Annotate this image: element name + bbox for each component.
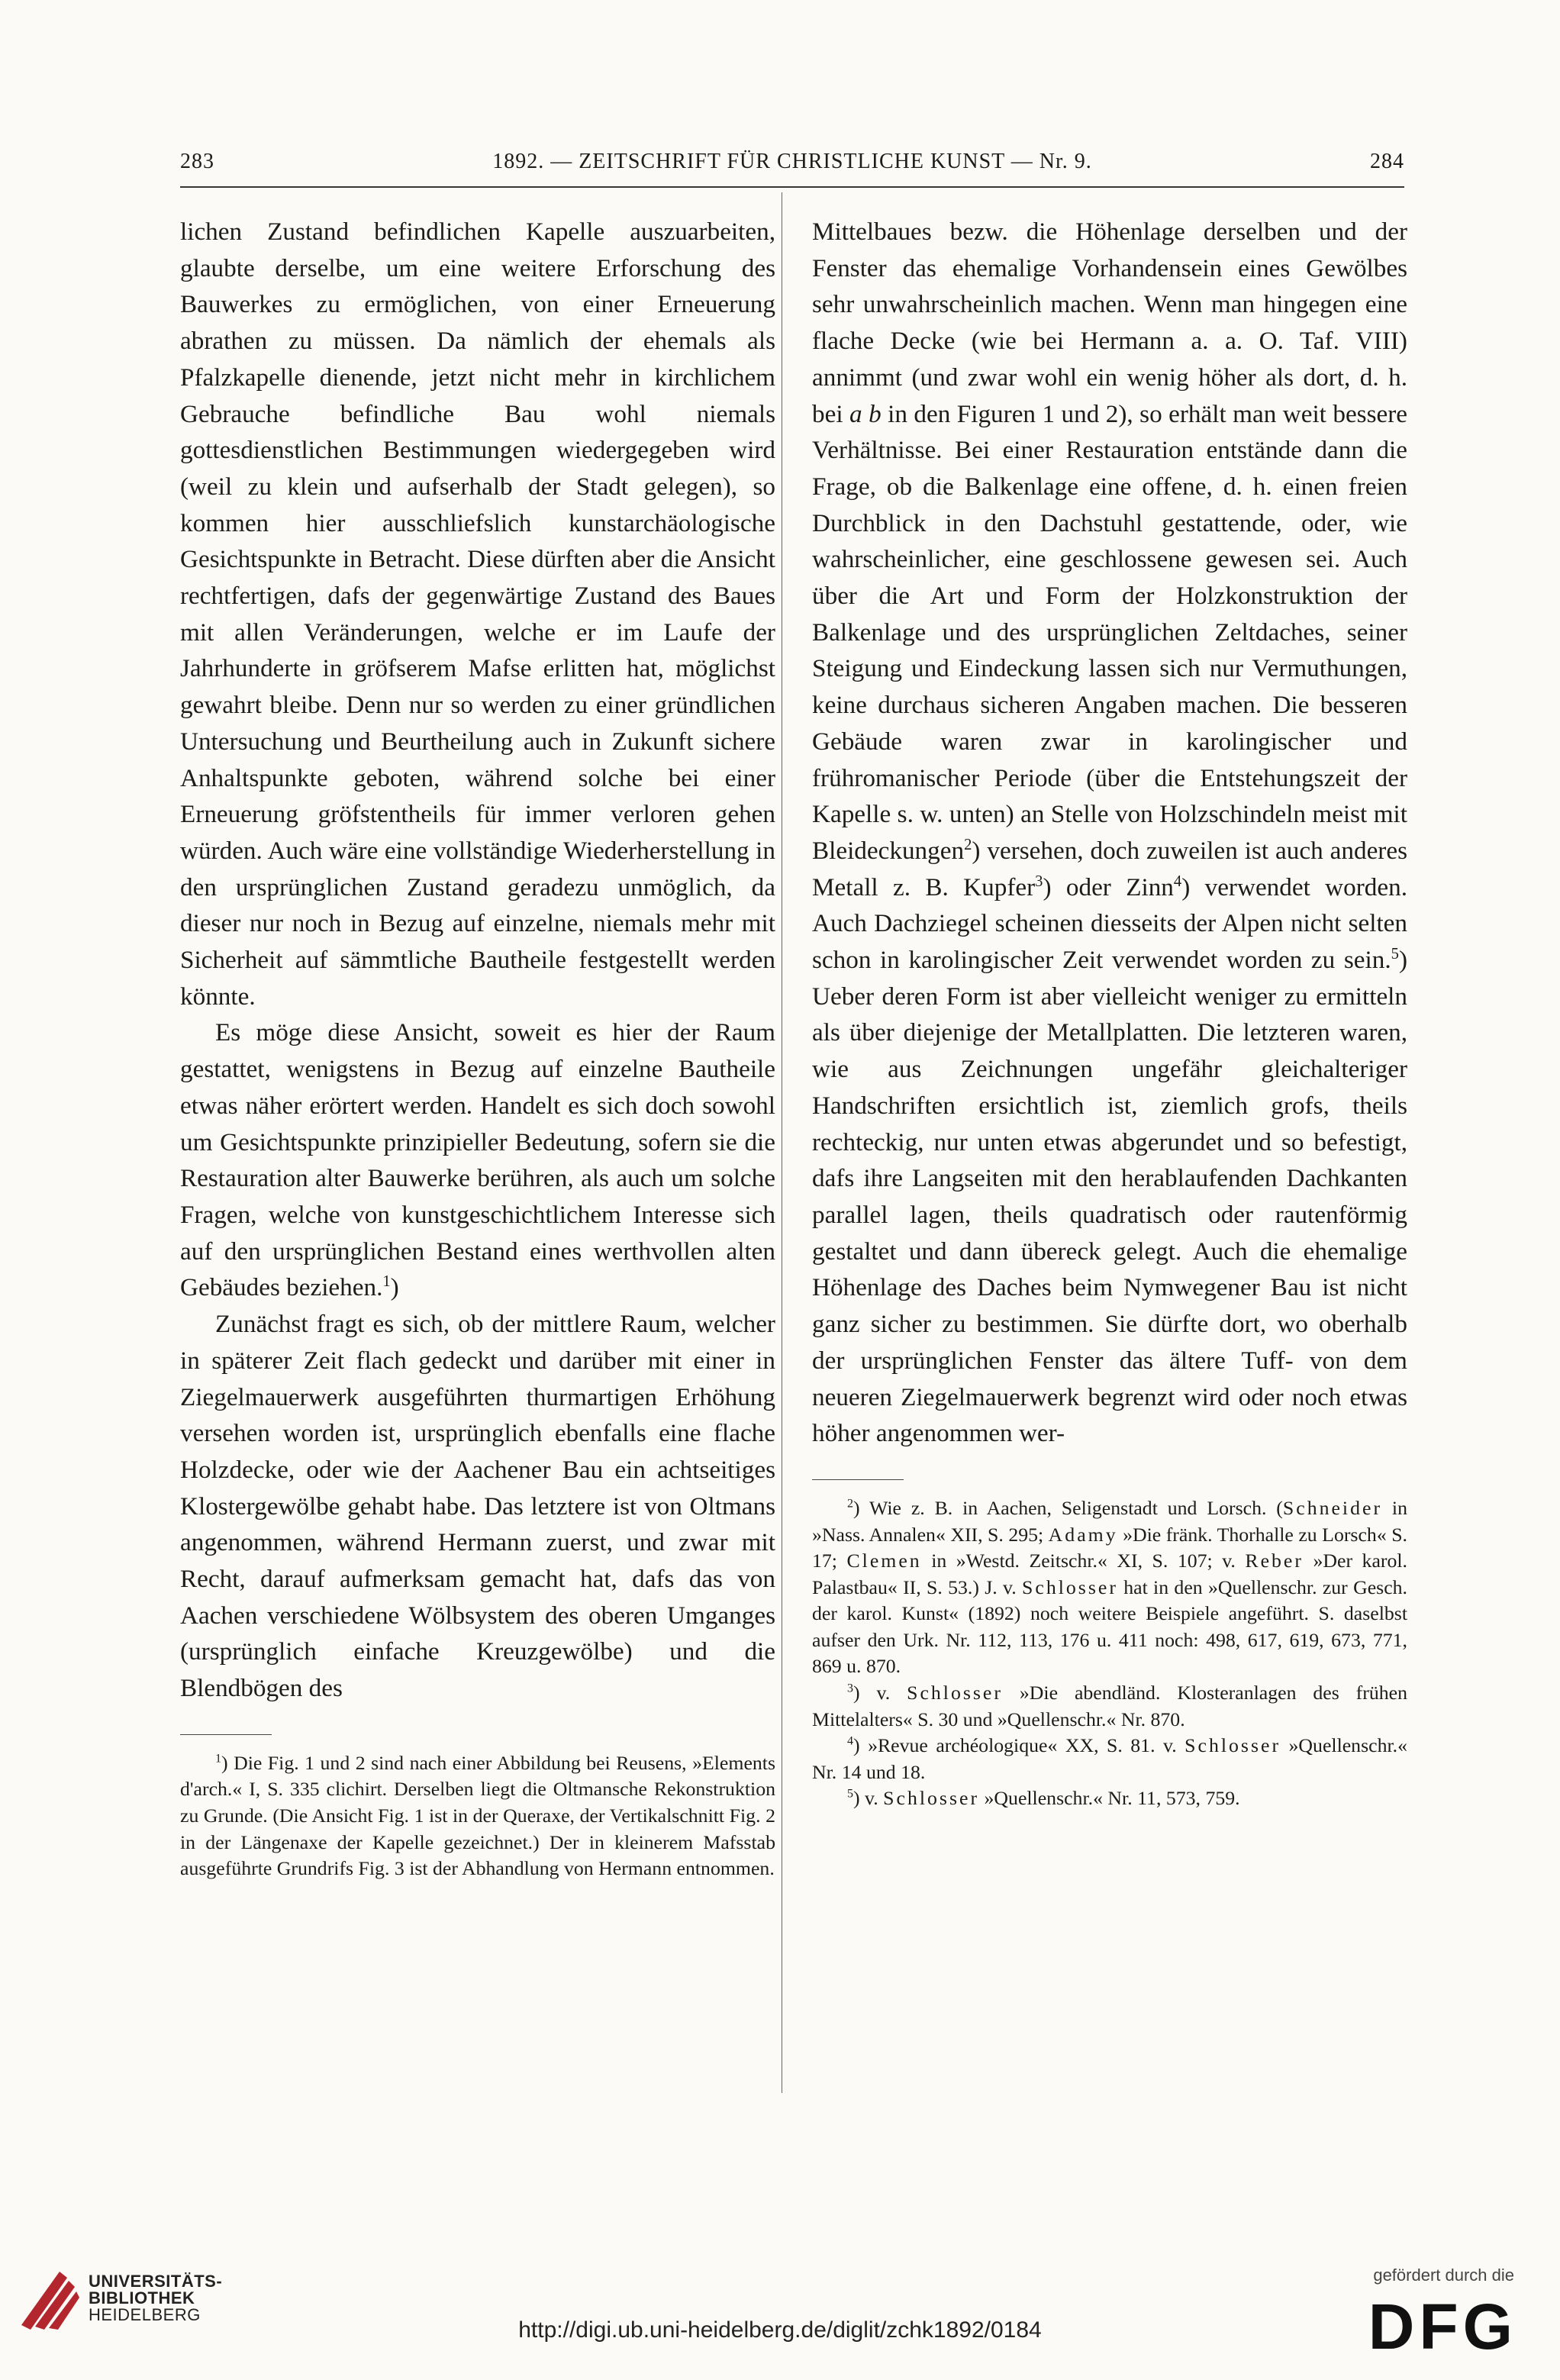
footnote-3: $^3$) v. Schlosser »Die abendländ. Klosteranlagen des frühen Mittelalters« S. 30 und »Quellenschr.« Nr. 870. xyxy=(812,1682,1408,1730)
library-name: UNIVERSITÄTS- BIBLIOTHEK HEIDELBERG xyxy=(89,2272,223,2324)
footnote-ref[interactable]: 5 xyxy=(1391,946,1399,963)
footnote-4: $^4$) »Revue archéologique« XX, S. 81. v. Schlosser »Quellenschr.« Nr. 14 und 18. xyxy=(812,1734,1407,1783)
footnote-rule xyxy=(180,1734,272,1735)
footnote-ref[interactable]: 3 xyxy=(1035,872,1043,890)
footnote-rule xyxy=(812,1479,904,1480)
dfg-logo: DFG xyxy=(1368,2291,1517,2362)
page-number-right: 284 xyxy=(1370,150,1404,173)
footer xyxy=(0,2244,1560,2380)
paragraph: lichen Zustand befindlichen Kapelle auszuarbeiten, glaubte derselbe, um eine weitere Erforschung des Bauwerkes zu ermöglichen, von einer Erneuerung abrathen zu müssen. Da nämlich der ehemals als Pfalzkapelle dienende, jetzt nicht mehr in kirchlichem Gebrauche befindliche Bau wohl niemals gottesdienstlichen Bestimmungen wiedergegeben wird (weil zu klein und aufserhalb der Stadt gelegen), so kommen hier ausschliefslich kunstarchäologische Gesichtspunkte in Betracht. Diese dürften aber die Ansicht rechtfertigen, dafs der gegenwärtige Zustand des Baues mit allen Veränderungen, welche er im Laufe der Jahrhunderte in gröfserem Mafse erlitten hat, möglichst gewahrt bleibe. Denn nur so werden zu einer gründlichen Untersuchung und Beurtheilung auch in Zukunft sichere Anhaltspunkte geboten, während solche bei einer Erneuerung gröfstentheils für immer verloren gehen würden. Auch wäre eine vollständige Wiederherstellung in den ursprünglichen Zustand geradezu unmöglich, da dieser nur noch in Bezug auf einzelne, niemals mehr mit Sicherheit auf sämmtliche Bautheile festgestellt werden könnte. xyxy=(180,218,775,1011)
left-column xyxy=(180,214,775,1882)
paragraph: Zunächst fragt es sich, ob der mittlere Raum, welcher in späterer Zeit flach gedeckt und darüber mit einer in Ziegelmauerwerk ausgeführten thurmartigen Erhöhung versehen worden ist, ursprünglich ebenfalls eine flache Holzdecke, oder wie der Aachener Bau ein achtseitiges Klostergewölbe gehabt habe. Das letztere ist von Oltmans angenommen, während Hermann zuerst, und zwar mit Recht, darauf aufmerksam gemacht hat, dafs das von Aachen verschiedene Wölbsystem des oberen Umganges (ursprünglich einfache Kreuzgewölbe) und die Blendbögen des xyxy=(180,1310,775,1703)
header-rule xyxy=(180,186,1404,188)
footnote-1: $^1$) Die Fig. 1 und 2 sind nach einer Abbildung bei Reusens, »Elements d'arch.« I, S. 335 clichirt. Derselben liegt die Oltmansche Rekonstruktion zu Grunde. (Die Ansicht Fig. 1 ist in der Queraxe, der Vertikalschnitt Fig. 2 in der Längenaxe der Kapelle gezeichnet.) Der in kleinerem Mafsstab ausgeführte Grundrifs Fig. 3 ist der Abhandlung von Hermann entnommen. xyxy=(180,1751,775,1880)
footnote-ref[interactable]: 2 xyxy=(964,836,972,853)
page-header xyxy=(180,150,1404,180)
footnote-ref[interactable]: 1 xyxy=(382,1273,391,1291)
footnote-ref[interactable]: 4 xyxy=(1173,872,1182,890)
right-column xyxy=(812,214,1407,1812)
running-title: 1892. — ZEITSCHRIFT FÜR CHRISTLICHE KUNST — Nr. 9. xyxy=(492,150,1092,173)
page-number-left: 283 xyxy=(180,150,214,173)
paragraph: Mittelbaues bezw. die Höhenlage derselben und der Fenster das ehemalige Vorhandensein eines Gewölbes sehr unwahrscheinlich machen. Wenn man hingegen eine flache Decke (wie bei Hermann a. a. O. Taf. VIII) annimmt (und zwar wohl ein wenig höher als dort, d. h. bei a b in den Figuren 1 und 2), so erhält man weit bessere Verhältnisse. Bei einer Restauration entstände dann die Frage, ob die Balkenlage eine offene, d. h. einen freien Durchblick in den Dachstuhl gestattende, oder, wie wahrscheinlicher, eine geschlossene gewesen sei. Auch über die Art und Form der Holzkonstruktion der Balkenlage und des ursprünglichen Zeltdaches, seiner Steigung und Eindeckung lassen sich nur Vermuthungen, keine durchaus sicheren Angaben machen. Die besseren Gebäude waren zwar in karolingischer und frühromanischer Periode (über die Entstehungszeit der Kapelle s. w. unten) an Stelle von Holzschindeln meist mit Bleideckungen$^2$) versehen, doch zuweilen ist auch anderes Metall z. B. Kupfer$^3$) oder Zinn$^4$) verwendet worden. Auch Dachziegel scheinen diesseits der Alpen nicht selten schon in karolingischer Zeit verwendet worden zu sein.$^5$) Ueber deren Form ist aber vielleicht weniger zu ermitteln als über diejenige der Metallplatten. Die letzteren waren, wie aus Zeichnungen ungefähr gleichalteriger Handschriften ersichtlich ist, ziemlich grofs, theils rechteckig, nur unten etwas abgerundet und so befestigt, dafs ihre Langseiten mit den herablaufenden Dachkanten parallel lagen, theils quadratisch oder rautenförmig gestaltet und dann übereck gelegt. Auch die ehemalige Höhenlage des Daches beim Nymwegener Bau ist nicht ganz sicher zu bestimmen. Sie dürfte dort, wo oberhalb der ursprünglichen Fenster das ältere Tuff- von dem neueren Ziegelmauerwerk begrenzt wird oder noch etwas höher angenommen wer- xyxy=(812,218,1408,1448)
footnote-5: $^5$) v. Schlosser »Quellenschr.« Nr. 11, 573, 759. xyxy=(847,1787,1240,1810)
source-url-link[interactable]: http://digi.ub.uni-heidelberg.de/diglit/zchk1892/0184 xyxy=(518,2317,1042,2343)
footnote-2: $^2$) Wie z. B. in Aachen, Seligenstadt und Lorsch. (Schneider in »Nass. Annalen« XII, S. 295; Adamy »Die fränk. Thorhalle zu Lorsch« S. 17; Clemen in »Westd. Zeitschr.« XI, S. 107; v. Reber »Der karol. Palastbau« II, S. 53.) J. v. Schlosser hat in den »Quellenschr. zur Gesch. der karol. Kunst« (1892) noch weitere Beispiele angeführt. S. daselbst aufser den Urk. Nr. 112, 113, 176 u. 411 noch: 498, 617, 619, 673, 771, 869 u. 870. xyxy=(812,1496,1407,1678)
funder-label: gefördert durch die xyxy=(1373,2266,1514,2285)
paragraph: Es möge diese Ansicht, soweit es hier der Raum gestattet, wenigstens in Bezug auf einzelne Bautheile etwas näher erörtert werden. Handelt es sich doch sowohl um Gesichtspunkte prinzipieller Bedeutung, sofern sie die Restauration alter Bauwerke berühren, als auch um solche Fragen, welche von kunstgeschichtlichem Interesse sich auf den ursprünglichen Bestand eines werthvollen alten Gebäudes beziehen.$^1$) xyxy=(180,1018,775,1302)
